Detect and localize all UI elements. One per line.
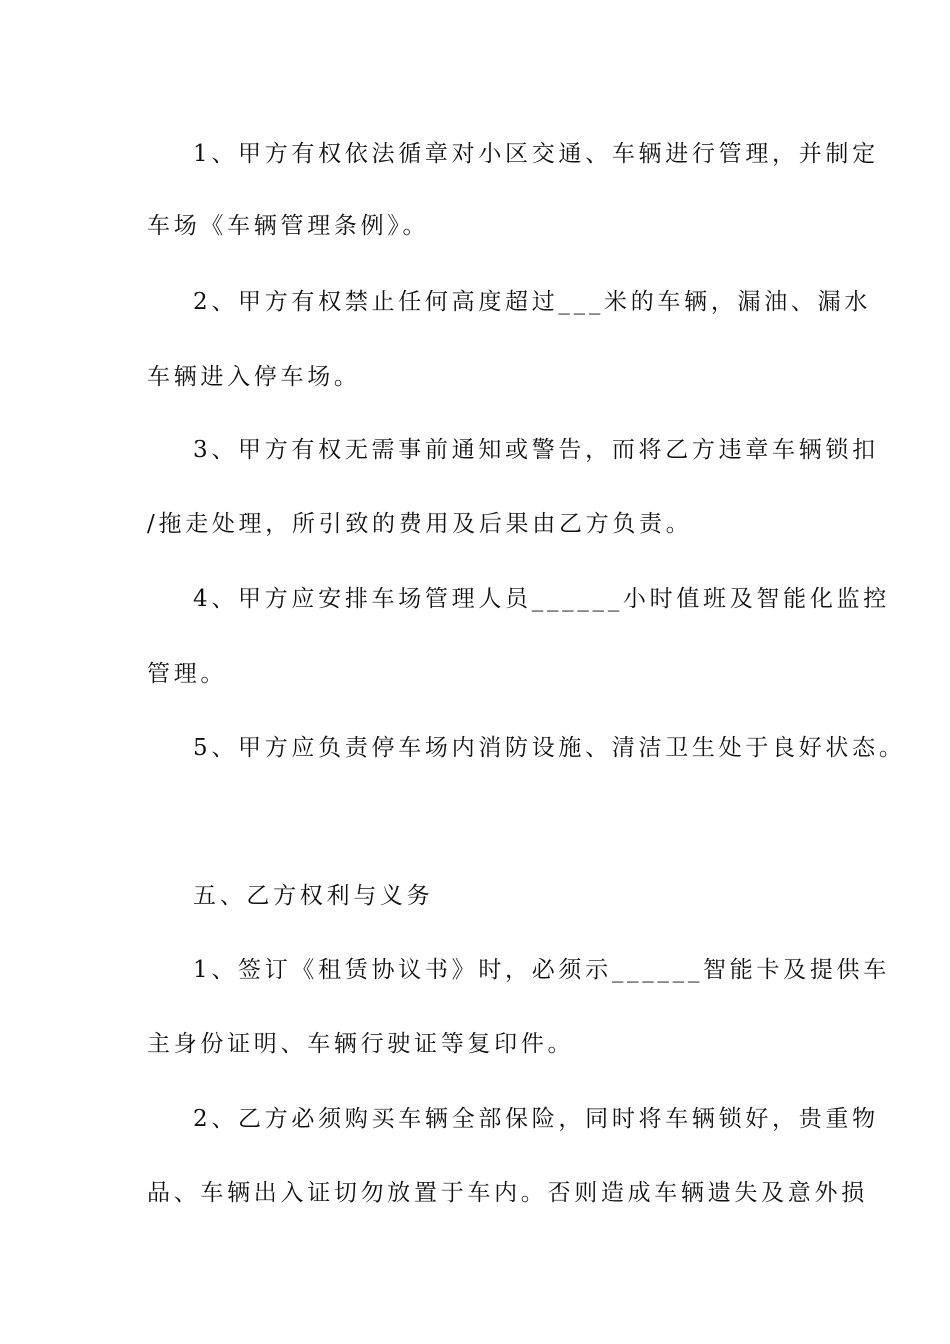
party-a-clause-1-line-1: 1、甲方有权依法循章对小区交通、车辆进行管理，并制定	[193, 141, 879, 167]
party-b-clause-2-line-1: 2、乙方必须购买车辆全部保险，同时将车辆锁好，贵重物	[193, 1106, 879, 1132]
party-a-clause-2-line-1: 2、甲方有权禁止任何高度超过___米的车辆，漏油、漏水	[193, 289, 872, 315]
party-a-clause-1-line-2: 车场《车辆管理条例》。	[147, 213, 430, 239]
party-a-clause-2-line-2: 车辆进入停车场。	[147, 364, 361, 390]
party-a-clause-3-line-1: 3、甲方有权无需事前通知或警告，而将乙方违章车辆锁扣	[193, 437, 879, 463]
party-a-clause-4-line-2: 管理。	[147, 661, 228, 687]
party-b-clause-2-line-2: 品、车辆出入证切勿放置于车内。否则造成车辆遗失及意外损	[147, 1180, 868, 1206]
party-a-clause-5-line-1: 5、甲方应负责停车场内消防设施、清洁卫生处于良好状态。	[193, 735, 906, 761]
party-b-clause-1-line-2: 主身份证明、车辆行驶证等复印件。	[147, 1031, 575, 1057]
section-heading: 五、乙方权利与义务	[193, 883, 434, 909]
party-a-clause-3-line-2: /拖走处理，所引致的费用及后果由乙方负责。	[147, 511, 693, 537]
party-b-clause-1-line-1: 1、签订《租赁协议书》时，必须示______智能卡及提供车	[193, 957, 890, 983]
party-a-clause-4-line-1: 4、甲方应安排车场管理人员______小时值班及智能化监控	[193, 586, 890, 612]
